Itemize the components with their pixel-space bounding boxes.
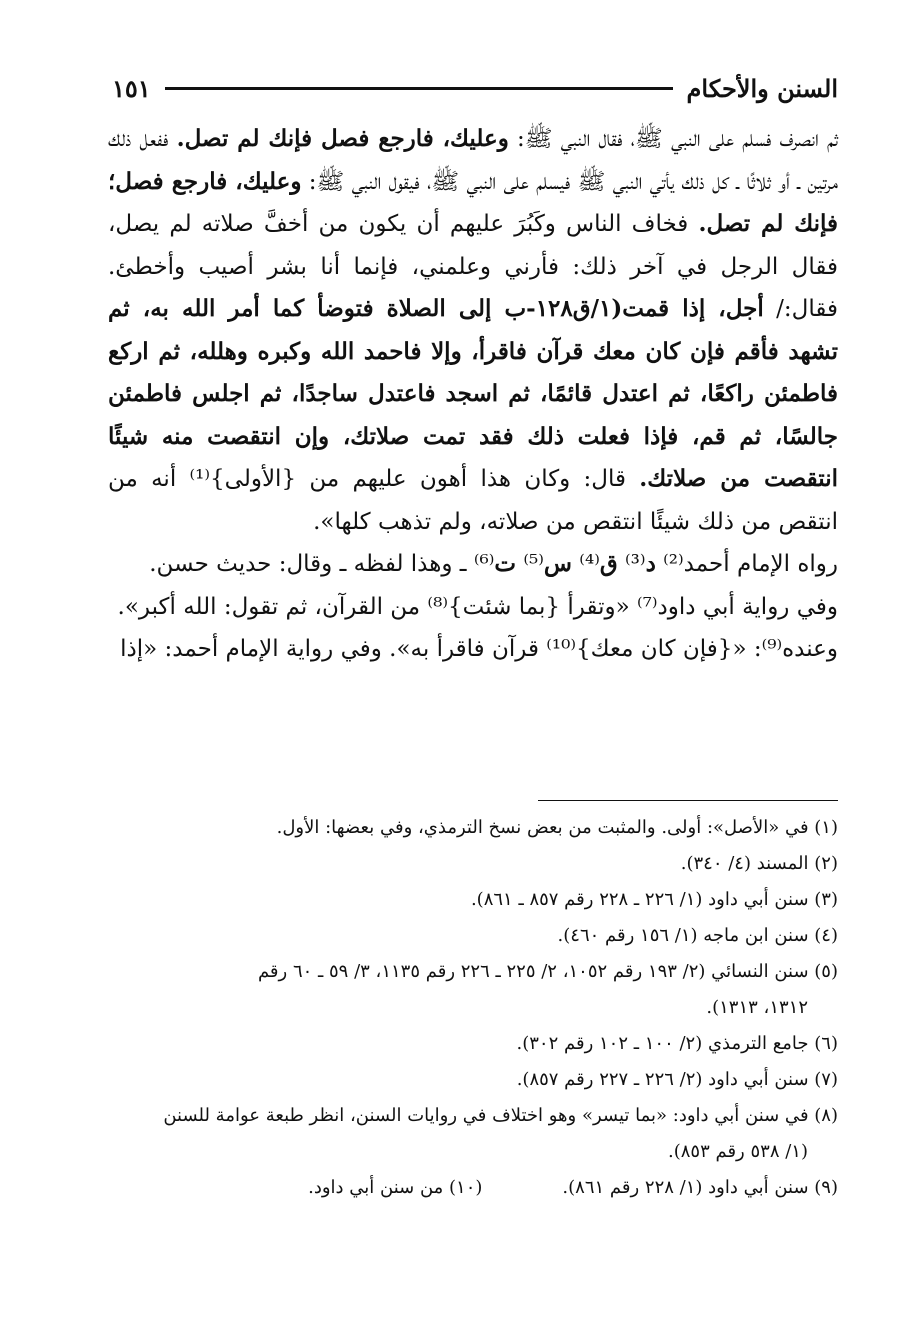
main-text: [108, 118, 838, 671]
text-run: ثم انصرف فسلم على النبي ﷺ، فقال النبي ﷺ:: [508, 126, 839, 152]
hadith-bold-text: أجل، إذا قمت: [622, 295, 764, 322]
text-run: ⁽³⁾: [617, 551, 646, 577]
text-run: رواه الإمام أحمد⁽²⁾: [655, 551, 838, 577]
hadith-bold-text: ق: [599, 550, 618, 577]
paragraph: [108, 586, 838, 629]
footnote-7: (٧) سنن أبي داود (٢/ ٢٢٦ ـ ٢٢٧ رقم ٨٥٧).: [516, 1069, 838, 1090]
footnotes: [100, 810, 838, 1206]
hadith-bold-text: إلى الصلاة فتوضأ كما أمر الله به، ثم تشهد فأقم فإن كان معك قرآن فاقرأ، وإلا فاحمد الله وكبره وهلله، ثم اركع فاطمئن راكعًا، ثم اعتدل قائمًا، ثم اسجد فاعتدل ساجدًا، ثم اجلس فاطمئن جالسًا، ثم قم، فإذا فعلت ذلك فقد تمت صلاتك، وإن انتقصت منه شيئًا انتقصت من صلاتك.: [108, 295, 838, 492]
page-number: ١٥١: [112, 73, 151, 103]
footnote-10: (١٠) من سنن أبي داود.: [308, 1177, 483, 1198]
paragraph: [108, 628, 838, 671]
footnote-5: (٥) سنن النسائي (٢/ ١٩٣ رقم ١٠٥٢، ٢/ ٢٢٥ ـ ٢٢٦ رقم ١١٣٥، ٣/ ٥٩ ـ ٦٠ رقم: [257, 961, 838, 982]
footnote-row-9-10: [100, 1170, 838, 1206]
footnote-4: (٤) سنن ابن ماجه (١/ ١٥٦ رقم ٤٦٠).: [557, 925, 838, 946]
text-run: وفي رواية أبي داود⁽⁷⁾ «وتقرأ {بما شئت}⁽⁸⁾ من القرآن، ثم تقول: الله أكبر».: [117, 593, 838, 620]
running-title: السنن والأحكام: [686, 73, 838, 103]
footnote-9: (٩) سنن أبي داود (١/ ٢٢٨ رقم ٨٦١).: [562, 1177, 838, 1198]
hadith-bold-text: وعليك، فارجع فصل فإنك لم تصل.: [176, 125, 509, 152]
footnote-1: (١) في «الأصل»: أولى. والمثبت من بعض نسخ الترمذي، وفي بعضها: الأول.: [276, 817, 838, 838]
footnote-separator: [538, 800, 838, 801]
text-run: ⁽⁵⁾: [516, 551, 544, 577]
hadith-bold-text: ت: [494, 550, 517, 577]
paragraph: [108, 118, 838, 543]
text-run: ⁽⁴⁾: [571, 551, 600, 577]
footnote-8: (٨) في سنن أبي داود: «بما تيسر» وهو اختلاف في روايات السنن، انظر طبعة عوامة للسنن: [163, 1105, 838, 1126]
hadith-bold-text: د: [645, 550, 656, 577]
text-run: قال: وكان هذا أهون عليهم من {الأولى}⁽¹⁾ أنه من انتقص من ذلك شيئًا انتقص من صلاته، ولم تذهب كلها».: [108, 466, 838, 535]
header-rule: [165, 87, 673, 90]
manuscript-folio-marker: (١/ق١٢٨-ب: [504, 295, 623, 322]
paragraph: [108, 543, 838, 586]
text-run: ⁽⁶⁾ ـ وهذا لفظه ـ وقال: حديث حسن.: [149, 551, 495, 577]
hadith-bold-text: وعليك، فارجع فصل؛ فإنك لم تصل.: [108, 167, 838, 237]
text-run: ففعل ذلك مرتين ـ أو ثلاثًا ـ كل ذلك يأتي النبي ﷺ فيسلم على النبي ﷺ، فيقول النبي ﷺ:: [108, 126, 838, 195]
hadith-bold-text: س: [543, 550, 572, 577]
footnote-6: (٦) جامع الترمذي (٢/ ١٠٠ ـ ١٠٢ رقم ٣٠٢).: [516, 1033, 838, 1054]
footnote-8-continued: (١/ ٥٣٨ رقم ٨٥٣).: [667, 1141, 808, 1162]
footnote-5-continued: ١٣١٢، ١٣١٣).: [706, 997, 808, 1018]
text-run: فخاف الناس وكَبُرَ عليهم أن يكون من أخفَّ صلاته لم يصل، فقال الرجل في آخر ذلك: فأرني وعلمني، فإنما أنا بشر أصيب وأخطئ. فقال:/: [108, 211, 838, 322]
footnote-2: (٢) المسند (٤/ ٣٤٠).: [680, 853, 838, 874]
page-header: [112, 68, 838, 108]
footnote-3: (٣) سنن أبي داود (١/ ٢٢٦ ـ ٢٢٨ رقم ٨٥٧ ـ ٨٦١).: [470, 889, 838, 910]
text-run: وعنده⁽⁹⁾: «{فإن كان معك}⁽¹⁰⁾ قرآن فاقرأ به». وفي رواية الإمام أحمد: «إذا: [120, 636, 838, 662]
